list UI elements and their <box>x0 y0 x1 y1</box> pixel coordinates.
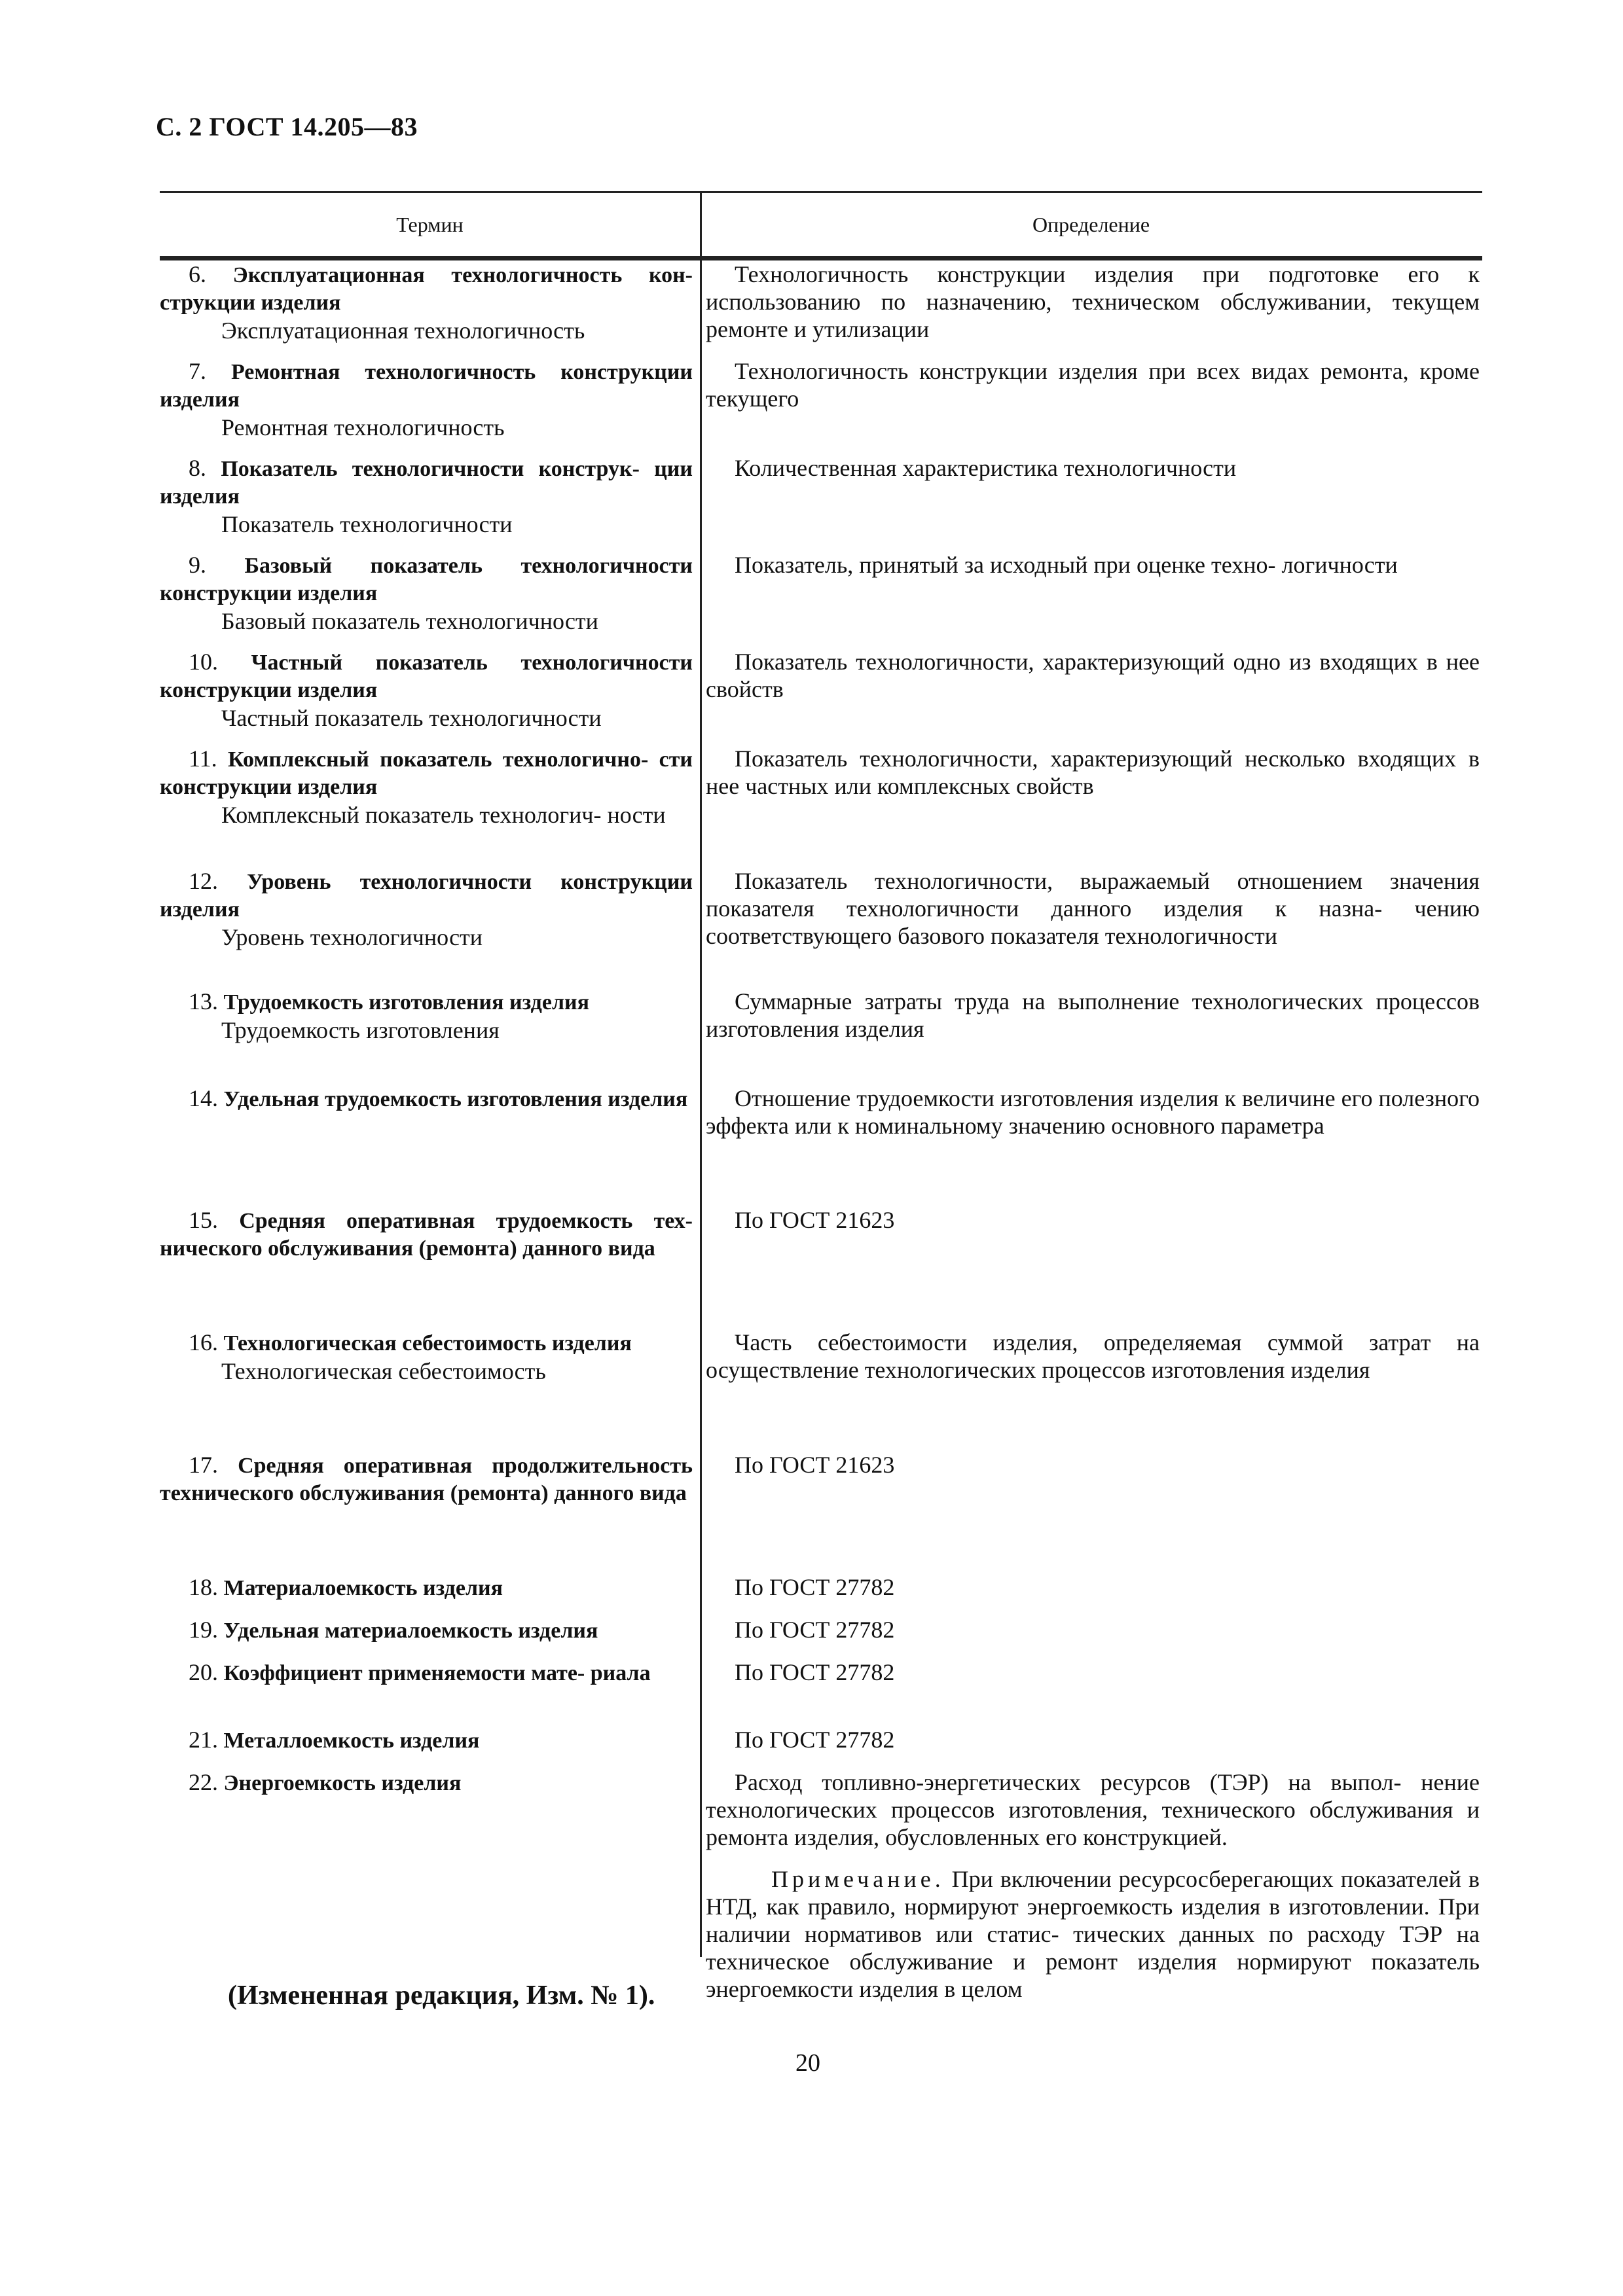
term-main <box>160 867 693 924</box>
term-name: Технологическая себестоимость изделия <box>223 1331 632 1355</box>
definition-cell <box>698 1659 1482 1687</box>
note-text: При включении ресурсосберегающих показателей в НТД, как правило, нормируют энергоемкость изделия в изготовлении. При наличии нормативов или статис- тических данных по расходу ТЭР на техническое обслуживание и ремонт изделия нормируют показатель энергоемкости изделия в целом <box>706 1866 1480 2002</box>
definition-text: Суммарные затраты труда на выполнение технологических процессов изготовления изделия <box>706 988 1480 1042</box>
term-main <box>160 745 693 801</box>
term-main <box>160 1659 693 1687</box>
term-name: Энергоемкость изделия <box>223 1771 462 1795</box>
definition-cell <box>698 867 1482 951</box>
definition-cell <box>698 357 1482 441</box>
term-name: Трудоемкость изготовления изделия <box>223 990 590 1014</box>
term-number: 19. <box>189 1617 218 1643</box>
term-number: 9. <box>189 552 206 578</box>
term-name: Эксплуатационная технологичность кон- струкции изделия <box>160 263 693 315</box>
definition-cell <box>698 1329 1482 1385</box>
term-cell <box>160 1768 698 2003</box>
definition-cell <box>698 1206 1482 1263</box>
column-header-definition: Определение <box>1032 212 1150 236</box>
term-cell <box>160 1616 698 1645</box>
term-short-form: Трудоемкость изготовления <box>221 1017 500 1043</box>
term-cell <box>160 867 698 951</box>
term-name: Металлоемкость изделия <box>223 1729 480 1753</box>
term-main <box>160 454 693 511</box>
term-cell <box>160 648 698 732</box>
page-number: 20 <box>795 2049 820 2077</box>
term-number: 21. <box>189 1727 218 1753</box>
column-header-term: Термин <box>396 212 464 236</box>
term-cell <box>160 988 698 1044</box>
term-short-form: Технологическая себестоимость <box>221 1358 546 1384</box>
term-number: 20. <box>189 1659 218 1685</box>
term-cell <box>160 1085 698 1139</box>
table-row <box>160 1573 1482 1602</box>
definition-text: По ГОСТ 27782 <box>735 1617 895 1643</box>
term-number: 13. <box>189 988 218 1014</box>
definition-text: Часть себестоимости изделия, определяемая суммой затрат на осуществление технологических процессов изготовления изделия <box>706 1329 1480 1383</box>
term-number: 16. <box>189 1329 218 1355</box>
definition-text: По ГОСТ 21623 <box>735 1207 895 1233</box>
term-main <box>160 551 693 607</box>
term-main <box>160 1206 693 1263</box>
term-cell <box>160 1659 698 1687</box>
table-row <box>160 260 1482 344</box>
term-short-form: Частный показатель технологичности <box>221 705 602 731</box>
term-main <box>160 260 693 317</box>
term-cell <box>160 551 698 635</box>
term-number: 10. <box>189 649 218 675</box>
term-number: 7. <box>189 358 206 384</box>
definition-cell <box>698 454 1482 538</box>
definition-text: Технологичность конструкции изделия при подготовке его к использованию по назначению, техническом обслуживании, текущем ремонте и утилизации <box>706 261 1480 342</box>
term-name: Частный показатель технологичности конструкции изделия <box>160 651 693 702</box>
amendment-note: (Измененная редакция, Изм. № 1). <box>228 1981 655 2011</box>
term-name: Ремонтная технологичность конструкции изделия <box>160 360 693 412</box>
definition-cell <box>698 551 1482 635</box>
definition-text: Технологичность конструкции изделия при всех видах ремонта, кроме текущего <box>706 358 1480 412</box>
term-main <box>160 1573 693 1602</box>
table-row <box>160 1726 1482 1755</box>
term-short-form: Уровень технологичности <box>221 924 483 950</box>
term-cell <box>160 1573 698 1602</box>
term-name: Показатель технологичности конструк- ции изделия <box>160 457 693 509</box>
definition-text: Показатель технологичности, характеризующий одно из входящих в нее свойств <box>706 649 1480 702</box>
table-row <box>160 988 1482 1044</box>
term-name: Средняя оперативная продолжительность технического обслуживания (ремонта) данного вида <box>160 1454 693 1505</box>
term-number: 11. <box>189 745 217 772</box>
term-main <box>160 1616 693 1645</box>
table-row <box>160 1329 1482 1385</box>
term-main <box>160 1726 693 1755</box>
term-main <box>160 1329 693 1357</box>
term-short-form: Комплексный показатель технологич- ности <box>221 802 666 828</box>
term-short-form: Эксплуатационная технологичность <box>221 317 585 344</box>
term-name: Уровень технологичности конструкции изделия <box>160 870 693 922</box>
term-cell <box>160 454 698 538</box>
definition-text: Показатель технологичности, выражаемый отношением значения показателя технологичности данного изделия к назна- чению соответствующего базового показателя технологичности <box>706 868 1480 949</box>
term-main <box>160 1085 693 1113</box>
table-row <box>160 867 1482 951</box>
term-name: Материалоемкость изделия <box>223 1576 503 1600</box>
table-row <box>160 1085 1482 1139</box>
term-number: 8. <box>189 455 206 481</box>
term-number: 15. <box>189 1207 218 1233</box>
definition-text: По ГОСТ 27782 <box>735 1659 895 1685</box>
definition-cell <box>698 1726 1482 1755</box>
term-cell <box>160 260 698 344</box>
page-header: С. 2 ГОСТ 14.205—83 <box>156 112 418 141</box>
term-number: 22. <box>189 1769 218 1795</box>
definition-cell <box>698 1451 1482 1507</box>
term-main <box>160 648 693 704</box>
table-row <box>160 1206 1482 1263</box>
table-row <box>160 648 1482 732</box>
term-name: Коэффициент применяемости мате- риала <box>223 1661 651 1685</box>
term-short-form: Показатель технологичности <box>221 511 513 537</box>
term-short-form: Ремонтная технологичность <box>221 414 505 440</box>
table-row <box>160 1616 1482 1645</box>
definition-cell <box>698 648 1482 732</box>
term-number: 17. <box>189 1452 218 1478</box>
term-main <box>160 1768 693 1797</box>
table-row <box>160 551 1482 635</box>
definition-text: По ГОСТ 27782 <box>735 1727 895 1753</box>
term-main <box>160 357 693 414</box>
term-cell <box>160 745 698 829</box>
definition-cell <box>698 988 1482 1044</box>
term-name: Средняя оперативная трудоемкость тех- нического обслуживания (ремонта) данного вида <box>160 1209 693 1261</box>
table-row <box>160 1768 1482 2003</box>
term-name: Удельная трудоемкость изготовления изделия <box>223 1087 688 1111</box>
term-cell <box>160 1329 698 1385</box>
definition-cell <box>698 1768 1482 2003</box>
note-block <box>706 1865 1480 2003</box>
term-cell <box>160 1726 698 1755</box>
term-cell <box>160 1206 698 1263</box>
definition-cell <box>698 260 1482 344</box>
definition-text: По ГОСТ 27782 <box>735 1574 895 1600</box>
term-main <box>160 1451 693 1507</box>
table-row <box>160 745 1482 829</box>
definition-text: Показатель технологичности, характеризующий несколько входящих в нее частных или комплексных свойств <box>706 745 1480 799</box>
table-row <box>160 1451 1482 1507</box>
definition-cell <box>698 1616 1482 1645</box>
term-name: Удельная материалоемкость изделия <box>223 1619 598 1643</box>
definition-text: Количественная характеристика технологичности <box>735 455 1237 481</box>
table-row <box>160 357 1482 441</box>
term-name: Базовый показатель технологичности конструкции изделия <box>160 554 693 605</box>
term-cell <box>160 357 698 441</box>
definition-text: По ГОСТ 21623 <box>735 1452 895 1478</box>
term-cell <box>160 1451 698 1507</box>
definition-text: Показатель, принятый за исходный при оценке техно- логичности <box>735 552 1398 578</box>
term-name: Комплексный показатель технологично- сти конструкции изделия <box>160 747 693 799</box>
definition-text: Отношение трудоемкости изготовления изделия к величине его полезного эффекта или к номинальному значению основного параметра <box>706 1085 1480 1139</box>
term-number: 14. <box>189 1085 218 1111</box>
definition-cell <box>698 1573 1482 1602</box>
term-short-form: Базовый показатель технологичности <box>221 608 598 634</box>
table-row <box>160 454 1482 538</box>
definition-text: Расход топливно-энергетических ресурсов (ТЭР) на выпол- нение технологических процессов изготовления, технического обслуживания и ремонта изделия, обусловленных его конструкцией. <box>706 1769 1480 1850</box>
definition-cell <box>698 745 1482 829</box>
term-number: 6. <box>189 261 206 287</box>
definition-cell <box>698 1085 1482 1139</box>
term-number: 12. <box>189 868 218 894</box>
table-row <box>160 1659 1482 1687</box>
table-header <box>160 193 1482 260</box>
note-label: Примечание. <box>771 1866 945 1892</box>
term-main <box>160 988 693 1016</box>
term-number: 18. <box>189 1574 218 1600</box>
